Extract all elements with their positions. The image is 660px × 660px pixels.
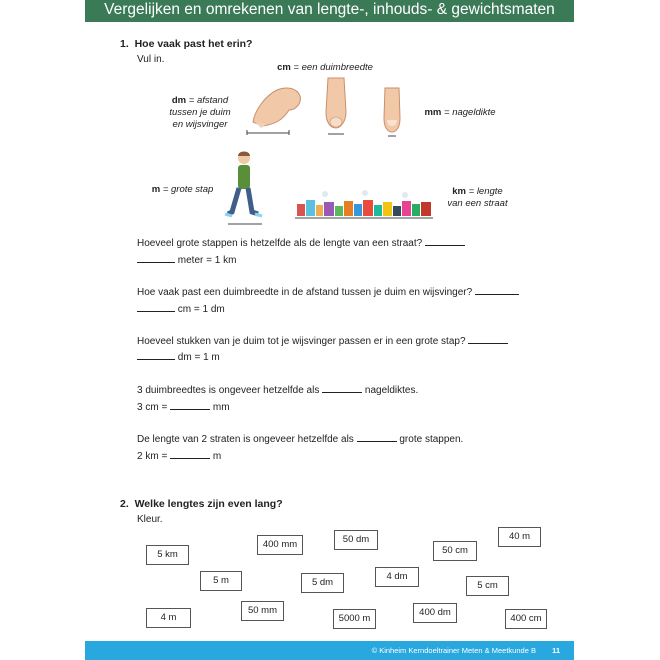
length-box[interactable]: 50 mm [241,601,284,621]
q1-line-3: Hoe vaak past een duimbreedte in de afstand tussen je duim en wijsvinger? [137,285,519,298]
page-footer [85,641,574,660]
question-2-title: 2. Welke lengtes zijn even lang? [120,498,283,510]
question-1-title: 1. Hoe vaak past het erin? [120,38,253,50]
length-box[interactable]: 400 mm [257,535,303,555]
page-header [85,0,574,22]
answer-blank[interactable] [475,285,519,295]
length-box[interactable]: 5 m [200,571,242,591]
length-box[interactable]: 400 cm [505,609,547,629]
q1-line-7: 3 duimbreedtes is ongeveer hetzelfde als nageldiktes. [137,385,419,396]
q1-line-4: cm = 1 dm [137,302,225,315]
answer-blank[interactable] [170,449,210,459]
label-m: m = grote stap [151,184,214,195]
street-houses-icon [295,190,435,222]
footer-copyright: © Kinheim Kerndoeltrainer Meten & Meetkunde B [371,646,536,655]
answer-blank[interactable] [425,236,465,246]
length-box[interactable]: 5000 m [333,609,376,629]
answer-blank[interactable] [137,302,175,312]
fingernail-icon [380,86,406,138]
q1-line-1: Hoeveel grote stappen is hetzelfde als de lengte van een straat? [137,236,465,249]
q1-line-10: 2 km = m [137,451,222,462]
length-box[interactable]: 4 m [146,608,191,628]
walking-boy-icon [222,148,272,228]
answer-blank[interactable] [170,400,210,410]
q1-line-9: De lengte van 2 straten is ongeveer hetzelfde als grote stappen. [137,434,464,445]
question-2-instruction: Kleur. [137,514,163,525]
hand-thumb-index-icon [245,80,305,138]
label-km: km = lengte van een straat [447,186,508,209]
length-box[interactable]: 400 dm [413,603,457,623]
length-box[interactable]: 5 dm [301,573,344,593]
answer-blank[interactable] [357,432,397,442]
length-box[interactable]: 4 dm [375,567,419,587]
question-1-instruction: Vul in. [137,54,165,65]
answer-blank[interactable] [468,334,508,344]
label-dm: dm = afstand tussen je duim en wijsvinger [169,95,231,130]
length-box[interactable]: 40 m [498,527,541,547]
answer-blank[interactable] [322,383,362,393]
length-box[interactable]: 5 cm [466,576,509,596]
label-mm: mm = nageldikte [424,107,496,118]
page-number: 11 [552,646,560,655]
q1-line-2: meter = 1 km [137,253,236,266]
q1-line-8: 3 cm = mm [137,402,230,413]
thumb-width-icon [322,76,352,136]
length-box[interactable]: 50 dm [334,530,378,550]
length-box[interactable]: 50 cm [433,541,477,561]
page-title: Vergelijken en omrekenen van lengte-, inhouds- & gewichtsmaten [104,1,555,18]
q1-line-5: Hoeveel stukken van je duim tot je wijsvinger passen er in een grote stap? [137,334,508,347]
answer-blank[interactable] [137,253,175,263]
q1-line-6: dm = 1 m [137,350,220,363]
label-cm: cm = een duimbreedte [277,62,373,73]
length-box[interactable]: 5 km [146,545,189,565]
answer-blank[interactable] [137,350,175,360]
